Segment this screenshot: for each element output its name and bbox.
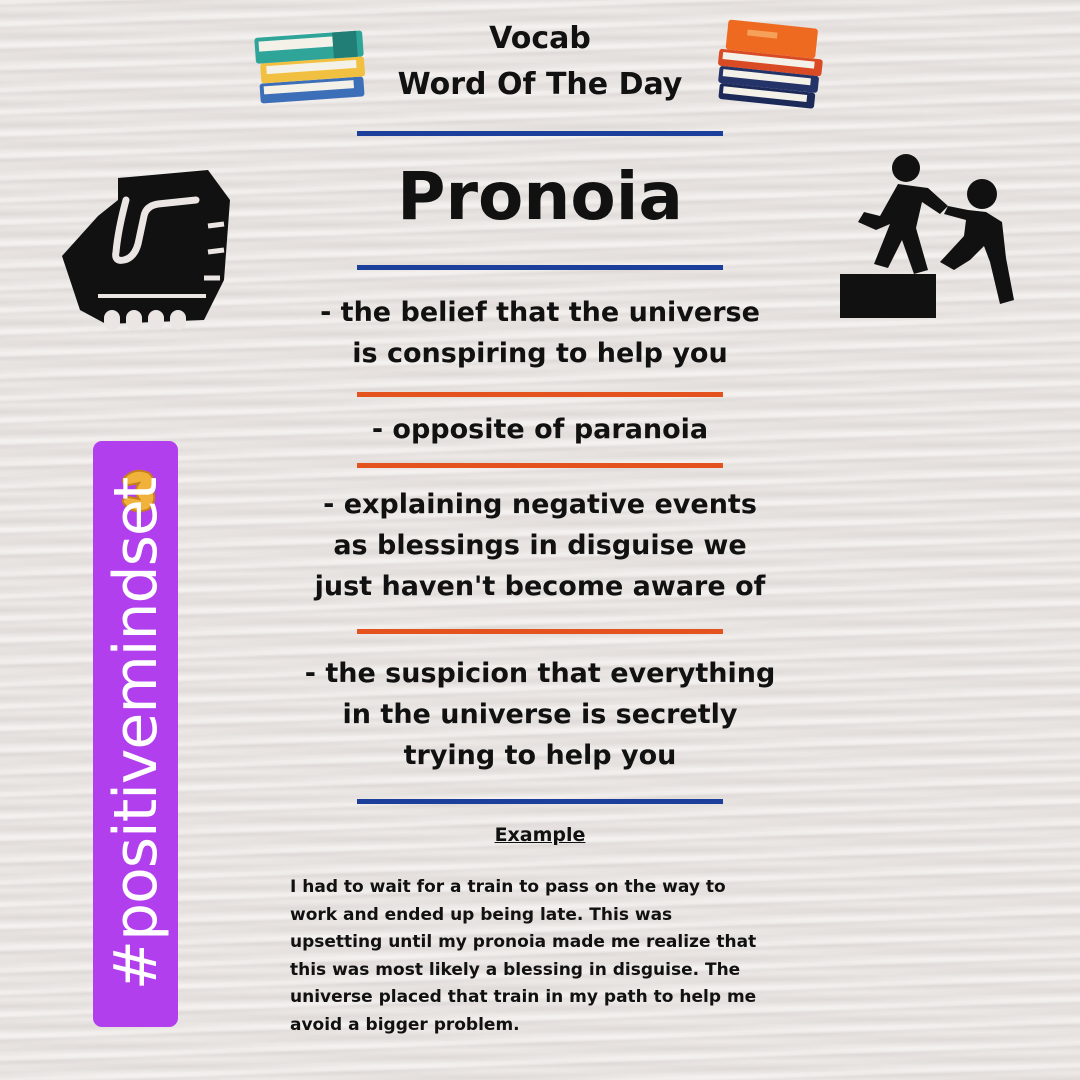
- definition-line: - explaining negative events: [323, 489, 757, 520]
- fist-holding-card-icon: [58, 160, 234, 332]
- definition-2: [290, 409, 790, 450]
- definition-line: just haven't become aware of: [314, 571, 766, 602]
- header-word-of-the-day: Word Of The Day: [397, 67, 683, 102]
- divider-blue: [357, 131, 723, 136]
- definition-line: - the suspicion that everything: [304, 658, 776, 689]
- header-vocab: Vocab: [489, 21, 591, 56]
- example-text: [290, 874, 810, 1039]
- hashtag-pill: [93, 441, 178, 1027]
- definition-line: trying to help you: [403, 740, 677, 771]
- helping-hand-icon: [836, 150, 1030, 320]
- divider-blue: [357, 265, 723, 270]
- definition-line: - the belief that the universe: [320, 297, 760, 328]
- example-line: upsetting until my pronoia made me realize that: [290, 932, 757, 952]
- example-line: universe placed that train in my path to help me: [290, 987, 757, 1007]
- divider-orange: [357, 629, 723, 634]
- divider-orange: [357, 463, 723, 468]
- definition-3: [290, 484, 790, 607]
- example-line: this was most likely a blessing in disguise. The: [290, 959, 741, 980]
- divider-orange: [357, 392, 723, 397]
- divider-blue: [357, 799, 723, 804]
- example-label: Example: [494, 824, 586, 846]
- example-line: avoid a bigger problem.: [290, 1014, 520, 1035]
- hashtag-text: #positivemindset: [100, 477, 171, 991]
- definition-line: in the universe is secretly: [342, 699, 738, 730]
- definition-line: as blessings in disguise we: [333, 530, 747, 561]
- definition-1: [290, 292, 790, 374]
- definition-line: - opposite of paranoia: [371, 414, 709, 445]
- example-line: I had to wait for a train to pass on the way to: [290, 877, 726, 897]
- word-title: Pronoia: [397, 158, 683, 235]
- definition-line: is conspiring to help you: [352, 338, 728, 369]
- definition-4: [290, 653, 790, 776]
- example-line: work and ended up being late. This was: [290, 904, 673, 925]
